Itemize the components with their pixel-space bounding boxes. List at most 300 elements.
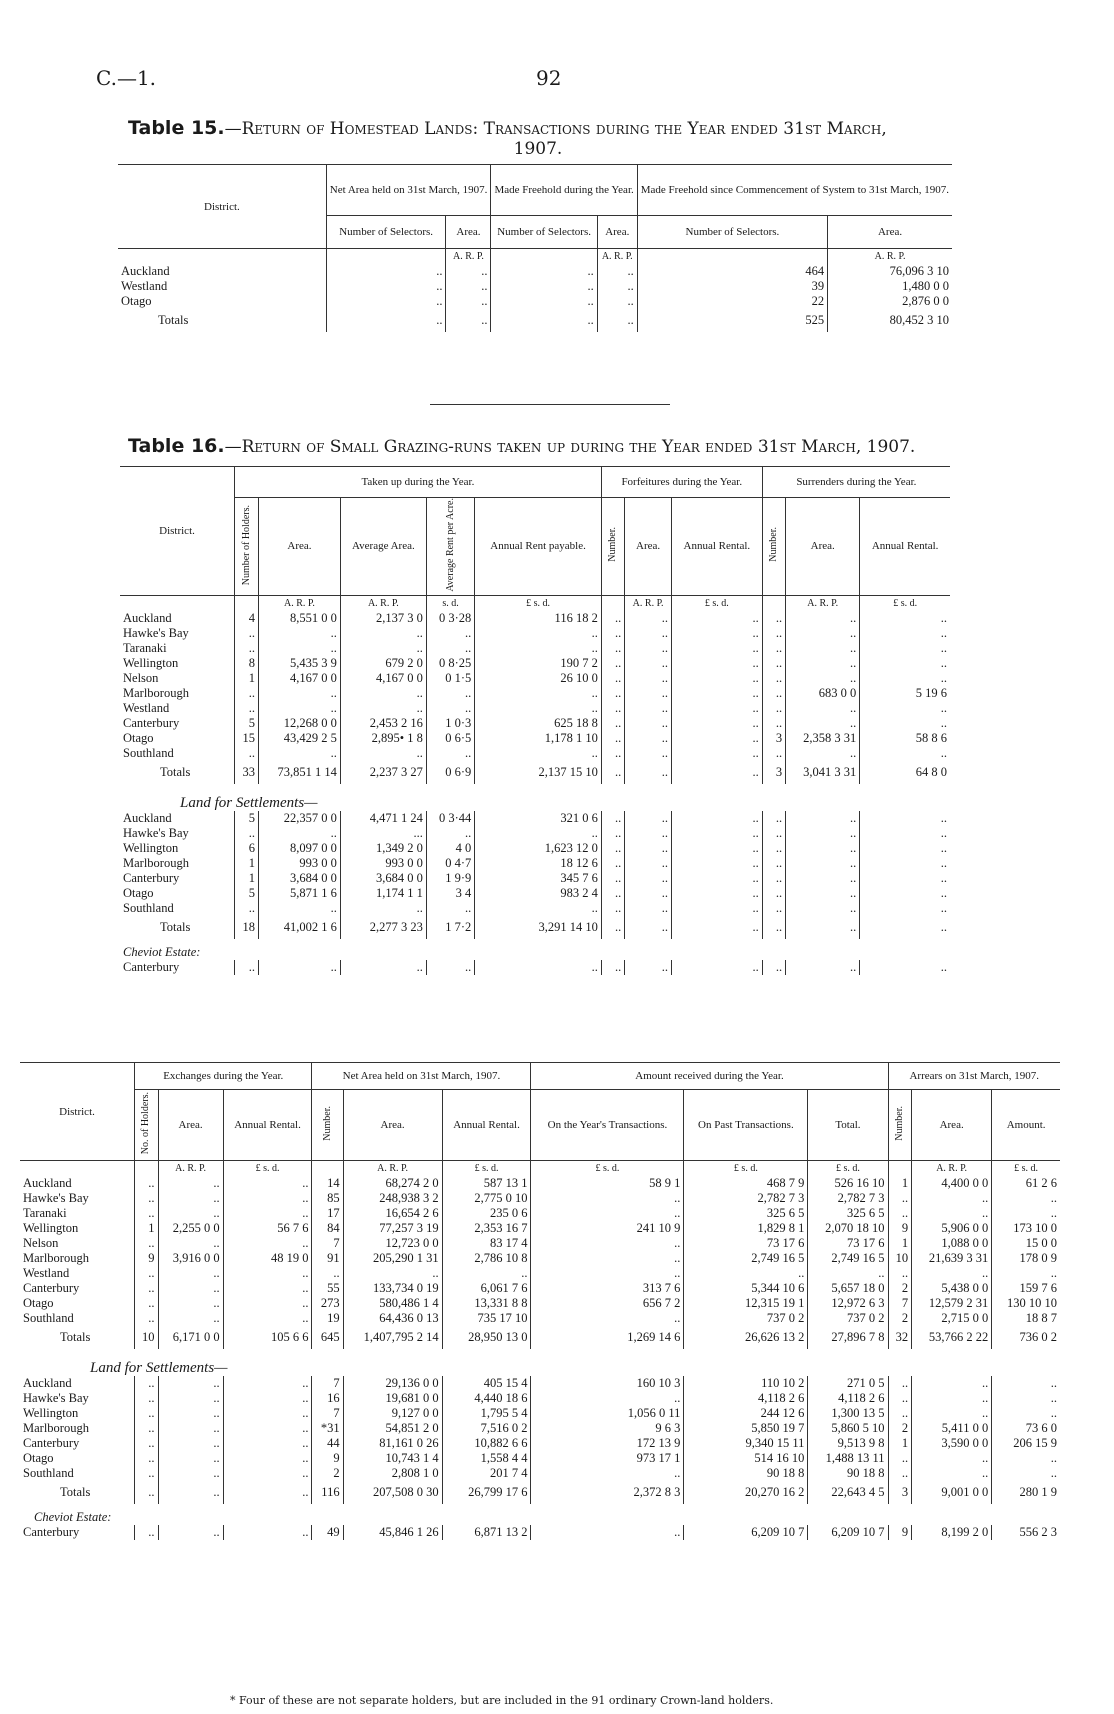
value-cell: .. (912, 1376, 992, 1391)
value-cell: 1,488 13 11 (808, 1451, 888, 1466)
value-cell: 83 17 4 (442, 1236, 531, 1251)
value-cell: 405 15 4 (442, 1376, 531, 1391)
value-cell: 2 (888, 1421, 912, 1436)
value-cell: .. (912, 1391, 992, 1406)
value-cell: .. (135, 1206, 159, 1221)
value-cell: 2,876 0 0 (828, 294, 952, 309)
t16-h-area: Area. (259, 498, 341, 596)
t16b-h-amount: Amount. (992, 1090, 1060, 1161)
value-cell: 64 8 0 (860, 761, 950, 784)
value-cell: 206 15 9 (992, 1436, 1060, 1451)
value-cell: .. (475, 960, 602, 975)
value-cell: 8,199 2 0 (912, 1525, 992, 1540)
value-cell: 280 1 9 (992, 1481, 1060, 1504)
value-cell: .. (671, 611, 762, 626)
value-cell: 587 13 1 (442, 1176, 531, 1191)
value-cell: 2,786 10 8 (442, 1251, 531, 1266)
value-cell: 10 (135, 1326, 159, 1349)
value-cell: .. (601, 746, 624, 761)
value-cell: 48 19 0 (223, 1251, 312, 1266)
value-cell: 55 (312, 1281, 343, 1296)
value-cell: 5,344 10 6 (684, 1281, 808, 1296)
value-cell: .. (158, 1266, 223, 1281)
value-cell: 1 9·9 (426, 871, 474, 886)
value-cell: 3,291 14 10 (475, 916, 602, 939)
table15-title-text: —Return of Homestead Lands: Transactions during the Year ended 31st March, (224, 119, 887, 139)
t16b-grp-amount: Amount received during the Year. (531, 1063, 888, 1090)
value-cell: .. (888, 1451, 912, 1466)
value-cell: .. (888, 1206, 912, 1221)
value-cell: .. (223, 1376, 312, 1391)
value-cell: .. (135, 1176, 159, 1191)
value-cell: 273 (312, 1296, 343, 1311)
t16-cheviot-row (120, 960, 950, 975)
district-cell: Westland (23, 1266, 70, 1280)
value-cell: .. (762, 960, 785, 975)
value-cell: 12,579 2 31 (912, 1296, 992, 1311)
t16-h-s-area: Area. (786, 498, 860, 596)
value-cell: 345 7 6 (475, 871, 602, 886)
value-cell: .. (158, 1466, 223, 1481)
value-cell: 4,471 1 24 (340, 811, 426, 826)
value-cell: 61 2 6 (992, 1176, 1060, 1191)
value-cell: 0 3·44 (426, 811, 474, 826)
district-cell: Wellington (123, 655, 179, 670)
value-cell: 26,799 17 6 (442, 1481, 531, 1504)
value-cell: .. (326, 294, 446, 309)
t16b-h-total: Total. (808, 1090, 888, 1161)
t16-lfs-row (120, 886, 950, 901)
value-cell: 17 (312, 1206, 343, 1221)
value-cell: .. (625, 686, 672, 701)
value-cell: 1 (235, 856, 259, 871)
value-cell: .. (671, 656, 762, 671)
value-cell: .. (625, 856, 672, 871)
value-cell: 2,372 8 3 (531, 1481, 684, 1504)
footnote: * Four of these are not separate holders, but are included in the 91 ordinary Crown-land holders. (230, 1694, 774, 1707)
value-cell: 6,061 7 6 (442, 1281, 531, 1296)
t16b-h-net-rental: Annual Rental. (442, 1090, 531, 1161)
t15-grp3: Made Freehold since Commencement of System to 31st March, 1907. (637, 165, 952, 216)
t15-h-area-3: Area. (828, 216, 952, 249)
t15-totals-row (118, 309, 952, 332)
value-cell: .. (158, 1451, 223, 1466)
value-cell: 2,715 0 0 (912, 1311, 992, 1326)
value-cell: .. (340, 746, 426, 761)
value-cell: .. (135, 1281, 159, 1296)
value-cell: 73 17 6 (684, 1236, 808, 1251)
value-cell: .. (671, 811, 762, 826)
value-cell: .. (762, 611, 785, 626)
value-cell: 16,654 2 6 (343, 1206, 442, 1221)
value-cell: .. (158, 1391, 223, 1406)
value-cell: 4,167 0 0 (259, 671, 341, 686)
value-cell: .. (671, 856, 762, 871)
district-cell: Canterbury (123, 870, 180, 885)
value-cell: .. (158, 1421, 223, 1436)
value-cell: .. (786, 671, 860, 686)
value-cell: .. (223, 1481, 312, 1504)
value-cell: 19 (312, 1311, 343, 1326)
value-cell: .. (671, 746, 762, 761)
district-cell: Otago (123, 885, 154, 900)
value-cell: .. (860, 716, 950, 731)
value-cell: 4,440 18 6 (442, 1391, 531, 1406)
value-cell: 19,681 0 0 (343, 1391, 442, 1406)
value-cell: .. (625, 901, 672, 916)
t16b-row (20, 1191, 1060, 1206)
t16-unit-s-rental: £ s. d. (860, 595, 950, 611)
t16-row (120, 686, 950, 701)
value-cell: 1 0·3 (426, 716, 474, 731)
value-cell: 5,435 3 9 (259, 656, 341, 671)
value-cell: 12,723 0 0 (343, 1236, 442, 1251)
value-cell: 2,137 15 10 (475, 761, 602, 784)
district-cell: Totals (158, 313, 189, 327)
value-cell: .. (625, 656, 672, 671)
district-cell: Hawke's Bay (23, 1191, 89, 1205)
value-cell: 9 (888, 1525, 912, 1540)
value-cell: .. (762, 701, 785, 716)
value-cell: .. (135, 1191, 159, 1206)
value-cell: .. (135, 1376, 159, 1391)
t16b-unit-3: A. R. P. (343, 1161, 442, 1177)
value-cell: .. (671, 641, 762, 656)
value-cell: .. (259, 746, 341, 761)
value-cell: .. (888, 1376, 912, 1391)
value-cell: 201 7 4 (442, 1466, 531, 1481)
t16b-row (20, 1296, 1060, 1311)
value-cell: .. (671, 626, 762, 641)
value-cell: 54,851 2 0 (343, 1421, 442, 1436)
value-cell: 9,001 0 0 (912, 1481, 992, 1504)
value-cell: .. (426, 901, 474, 916)
value-cell: 556 2 3 (992, 1525, 1060, 1540)
value-cell: 172 13 9 (531, 1436, 684, 1451)
value-cell: .. (625, 960, 672, 975)
value-cell: 2,808 1 0 (343, 1466, 442, 1481)
value-cell: .. (762, 811, 785, 826)
value-cell: 8 (235, 656, 259, 671)
value-cell: 73,851 1 14 (259, 761, 341, 784)
value-cell: .. (223, 1206, 312, 1221)
t16b-unit-5: £ s. d. (531, 1161, 684, 1177)
value-cell: 84 (312, 1221, 343, 1236)
value-cell: 90 18 8 (808, 1466, 888, 1481)
value-cell: .. (158, 1525, 223, 1540)
value-cell: 207,508 0 30 (343, 1481, 442, 1504)
table15 (118, 164, 952, 332)
value-cell: .. (762, 841, 785, 856)
value-cell: 22,357 0 0 (259, 811, 341, 826)
table15-number: Table 15. (128, 117, 225, 139)
district-cell: Marlborough (123, 685, 189, 700)
value-cell: 7,516 0 2 (442, 1421, 531, 1436)
t16-district-header: District. (120, 467, 235, 596)
value-cell: 645 (312, 1326, 343, 1349)
value-cell: .. (762, 686, 785, 701)
value-cell: 18 12 6 (475, 856, 602, 871)
value-cell: 325 6 5 (684, 1206, 808, 1221)
value-cell: 16 (312, 1391, 343, 1406)
value-cell: .. (223, 1191, 312, 1206)
value-cell: .. (671, 826, 762, 841)
t16b-row (20, 1311, 1060, 1326)
t16b-row (20, 1281, 1060, 1296)
value-cell: .. (786, 856, 860, 871)
value-cell: 241 10 9 (531, 1221, 684, 1236)
value-cell: 6,171 0 0 (158, 1326, 223, 1349)
value-cell: .. (671, 716, 762, 731)
value-cell: .. (601, 901, 624, 916)
value-cell: .. (158, 1406, 223, 1421)
value-cell: 526 16 10 (808, 1176, 888, 1191)
t15-grp2: Made Freehold during the Year. (491, 165, 637, 216)
value-cell: .. (786, 701, 860, 716)
value-cell: 10 (888, 1251, 912, 1266)
value-cell: 133,734 0 19 (343, 1281, 442, 1296)
value-cell: 656 7 2 (531, 1296, 684, 1311)
value-cell: .. (135, 1466, 159, 1481)
t16b-h-arrears-area: Area. (912, 1090, 992, 1161)
value-cell: 77,257 3 19 (343, 1221, 442, 1236)
t16-unit-s-area: A. R. P. (786, 595, 860, 611)
t16b-lfs-row (20, 1406, 1060, 1421)
t16b-row (20, 1176, 1060, 1191)
district-cell: Hawke's Bay (123, 625, 189, 640)
district-cell: Southland (23, 1466, 74, 1480)
value-cell: .. (912, 1406, 992, 1421)
value-cell: 43,429 2 5 (259, 731, 341, 746)
value-cell: 58 8 6 (860, 731, 950, 746)
t16b-lfs-row (20, 1466, 1060, 1481)
value-cell: .. (762, 671, 785, 686)
value-cell: .. (426, 701, 474, 716)
value-cell: .. (860, 641, 950, 656)
value-cell: 5,657 18 0 (808, 1281, 888, 1296)
value-cell: .. (762, 626, 785, 641)
value-cell: .. (786, 611, 860, 626)
t16-grp-taken: Taken up during the Year. (235, 467, 602, 498)
value-cell: .. (235, 960, 259, 975)
t16-row (120, 671, 950, 686)
value-cell: .. (426, 641, 474, 656)
value-cell: .. (601, 656, 624, 671)
t16-row (120, 701, 950, 716)
district-cell: Otago (123, 730, 154, 745)
value-cell: 105 6 6 (223, 1326, 312, 1349)
value-cell: .. (326, 279, 446, 294)
value-cell: .. (860, 656, 950, 671)
value-cell: .. (762, 641, 785, 656)
t16b-h-on-past: On Past Transactions. (684, 1090, 808, 1161)
value-cell: .. (597, 309, 637, 332)
value-cell: .. (601, 886, 624, 901)
district-cell: Canterbury (123, 959, 180, 974)
value-cell: .. (671, 916, 762, 939)
value-cell: 2,749 16 5 (808, 1251, 888, 1266)
value-cell: .. (786, 901, 860, 916)
separator-rule (430, 404, 670, 405)
value-cell: 1 (135, 1221, 159, 1236)
value-cell: .. (158, 1236, 223, 1251)
value-cell: 41,002 1 6 (259, 916, 341, 939)
value-cell: .. (860, 811, 950, 826)
value-cell: .. (762, 716, 785, 731)
district-cell: Southland (123, 745, 174, 760)
value-cell: 3 (888, 1481, 912, 1504)
district-cell: Auckland (123, 610, 172, 625)
value-cell: 1,558 4 4 (442, 1451, 531, 1466)
value-cell: 993 0 0 (259, 856, 341, 871)
value-cell: .. (223, 1436, 312, 1451)
value-cell: .. (601, 856, 624, 871)
value-cell: .. (762, 856, 785, 871)
value-cell: .. (992, 1266, 1060, 1281)
value-cell: .. (446, 279, 491, 294)
value-cell: .. (446, 309, 491, 332)
value-cell: 80,452 3 10 (828, 309, 952, 332)
value-cell: 1,795 5 4 (442, 1406, 531, 1421)
value-cell: .. (223, 1406, 312, 1421)
district-cell: Southland (123, 900, 174, 915)
value-cell: .. (860, 611, 950, 626)
t16-lfs-row (120, 811, 950, 826)
value-cell: 2,775 0 10 (442, 1191, 531, 1206)
value-cell: .. (762, 886, 785, 901)
t16-unit-f-area: A. R. P. (625, 595, 672, 611)
value-cell: .. (223, 1176, 312, 1191)
value-cell: 56 7 6 (223, 1221, 312, 1236)
value-cell: .. (135, 1481, 159, 1504)
t16b-h-arrears-number: Number. (893, 1106, 905, 1141)
t16-subhead-lfs: Land for Settlements— (180, 794, 318, 811)
value-cell: .. (135, 1236, 159, 1251)
value-cell: .. (343, 1266, 442, 1281)
value-cell: .. (671, 761, 762, 784)
value-cell: 29,136 0 0 (343, 1376, 442, 1391)
t16b-lfs-row (20, 1436, 1060, 1451)
value-cell: .. (625, 841, 672, 856)
value-cell: .. (235, 746, 259, 761)
value-cell: 205,290 1 31 (343, 1251, 442, 1266)
t15-h-selectors-1: Number of Selectors. (326, 216, 446, 249)
value-cell: .. (860, 626, 950, 641)
table16-title (128, 436, 1028, 457)
t16-h-holders: Number of Holders. (240, 504, 252, 585)
value-cell: .. (446, 294, 491, 309)
t16-h-s-number: Number. (767, 527, 779, 563)
value-cell: .. (671, 686, 762, 701)
t16-lfs-row (120, 871, 950, 886)
t16b-lfs-row (20, 1391, 1060, 1406)
value-cell: .. (671, 871, 762, 886)
t16b-unit-4: £ s. d. (442, 1161, 531, 1177)
value-cell: .. (762, 656, 785, 671)
value-cell: 10,743 1 4 (343, 1451, 442, 1466)
value-cell: .. (259, 686, 341, 701)
value-cell: .. (625, 671, 672, 686)
page-ref: C.—1. (96, 66, 157, 90)
value-cell: .. (671, 841, 762, 856)
value-cell: 9 6 3 (531, 1421, 684, 1436)
value-cell: .. (786, 886, 860, 901)
district-cell: Wellington (23, 1406, 79, 1420)
value-cell: .. (601, 916, 624, 939)
value-cell: 325 6 5 (808, 1206, 888, 1221)
t16-grp-forfeit: Forfeitures during the Year. (601, 467, 762, 498)
value-cell: 9,340 15 11 (684, 1436, 808, 1451)
value-cell: .. (475, 701, 602, 716)
value-cell: .. (135, 1296, 159, 1311)
t16-lfs-row (120, 901, 950, 916)
value-cell: .. (601, 611, 624, 626)
t16b-grp-net: Net Area held on 31st March, 1907. (312, 1063, 531, 1090)
table16-title-text: —Return of Small Grazing-runs taken up during the Year ended 31st March, 1907. (224, 437, 916, 457)
value-cell: .. (340, 901, 426, 916)
value-cell: 0 6·5 (426, 731, 474, 746)
district-cell: Auckland (121, 264, 170, 278)
value-cell: .. (340, 960, 426, 975)
value-cell: 85 (312, 1191, 343, 1206)
value-cell: .. (491, 264, 597, 279)
district-cell: Canterbury (123, 715, 180, 730)
t16-row (120, 731, 950, 746)
value-cell: .. (992, 1391, 1060, 1406)
value-cell: .. (601, 626, 624, 641)
value-cell: 2,782 7 3 (808, 1191, 888, 1206)
value-cell: .. (135, 1525, 159, 1540)
value-cell: 2 (312, 1466, 343, 1481)
t16-unit-f-rental: £ s. d. (671, 595, 762, 611)
value-cell: 983 2 4 (475, 886, 602, 901)
value-cell: .. (426, 746, 474, 761)
value-cell: 91 (312, 1251, 343, 1266)
t15-grp1: Net Area held on 31st March, 1907. (326, 165, 491, 216)
t16b-totals-row (20, 1326, 1060, 1349)
value-cell: 9 (888, 1221, 912, 1236)
t16-h-s-rental: Annual Rental. (860, 498, 950, 596)
district-cell: Nelson (123, 670, 159, 685)
value-cell: 26 10 0 (475, 671, 602, 686)
value-cell: 2,453 2 16 (340, 716, 426, 731)
value-cell: .. (860, 916, 950, 939)
value-cell: 1,300 13 5 (808, 1406, 888, 1421)
value-cell: .. (426, 960, 474, 975)
value-cell: .. (786, 656, 860, 671)
value-cell: .. (992, 1206, 1060, 1221)
t16-row (120, 641, 950, 656)
value-cell: 3,590 0 0 (912, 1436, 992, 1451)
t16b-unit-9: £ s. d. (992, 1161, 1060, 1177)
value-cell: .. (888, 1406, 912, 1421)
t16b-row (20, 1251, 1060, 1266)
value-cell: .. (531, 1466, 684, 1481)
value-cell: 9 (135, 1251, 159, 1266)
t16b-unit-8: A. R. P. (912, 1161, 992, 1177)
value-cell: 18 8 7 (992, 1311, 1060, 1326)
value-cell: 12,268 0 0 (259, 716, 341, 731)
t16-row (120, 656, 950, 671)
district-cell: Otago (23, 1296, 54, 1310)
value-cell: 3,041 3 31 (786, 761, 860, 784)
value-cell: 1,829 8 1 (684, 1221, 808, 1236)
value-cell: .. (625, 916, 672, 939)
value-cell: 73 6 0 (992, 1421, 1060, 1436)
value-cell: 9 (312, 1451, 343, 1466)
value-cell: .. (442, 1266, 531, 1281)
value-cell: 73 17 6 (808, 1236, 888, 1251)
